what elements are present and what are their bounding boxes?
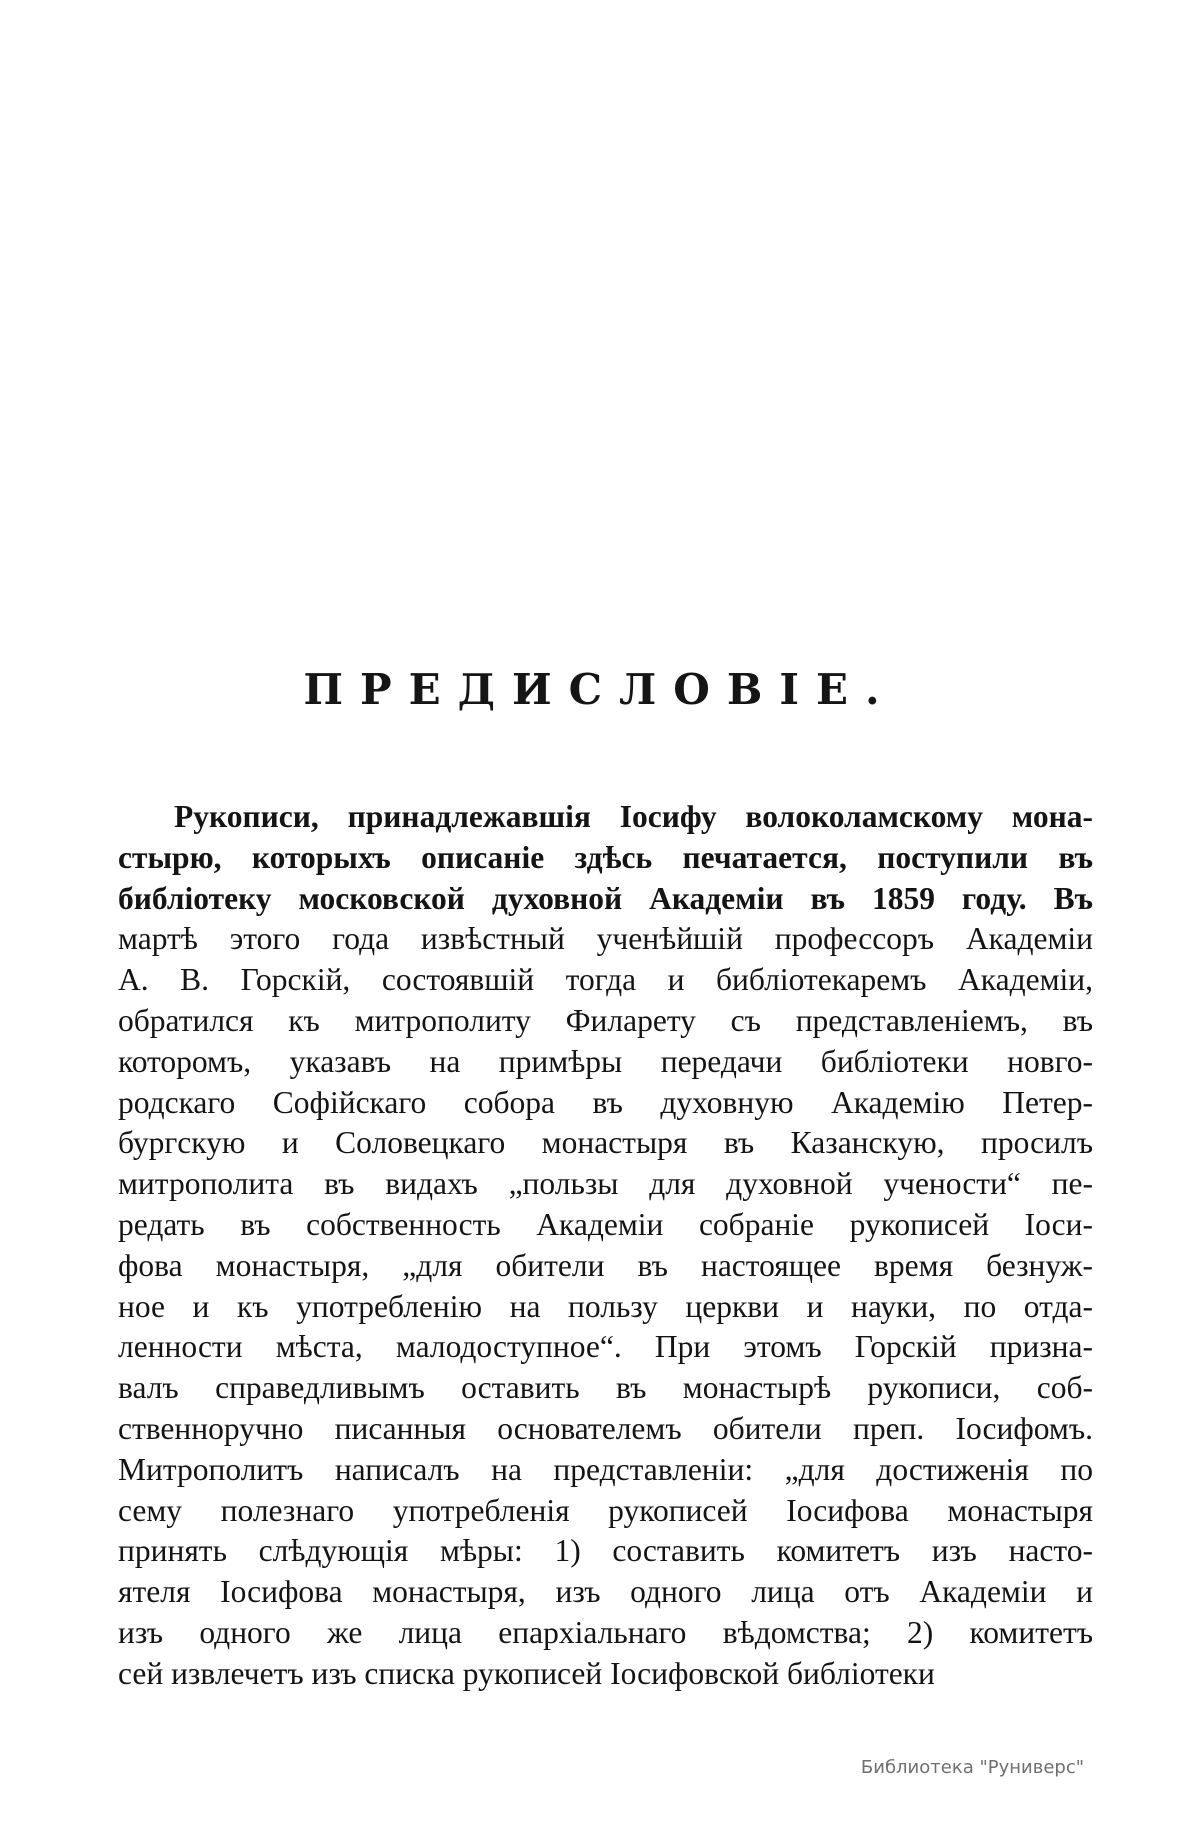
text-line: Митрополитъ написалъ на представленіи: „для достиженія по (118, 1451, 1093, 1487)
text-line: стырю, которыхъ описаніе здѣсь печатается, поступили въ (118, 839, 1093, 875)
text-line: редать въ собственность Академіи собраніе рукописей Іоси- (118, 1206, 1093, 1242)
text-line: ное и къ употребленію на пользу церкви и науки, по отда- (118, 1288, 1093, 1324)
text-line: фова монастыря, „для обители въ настоящее время безнуж- (118, 1247, 1093, 1283)
text-line: которомъ, указавъ на примѣры передачи библіотеки новго- (118, 1043, 1093, 1079)
body-text (118, 797, 1093, 1695)
text-line: библіотеку московской духовной Академіи въ 1859 году. Въ (118, 880, 1093, 916)
text-line: мартѣ этого года извѣстный ученѣйшій профессоръ Академіи (118, 921, 1093, 957)
text-line: изъ одного же лица епархіальнаго вѣдомства; 2) комитетъ (118, 1614, 1093, 1650)
text-line: принять слѣдующія мѣры: 1) составить комитетъ изъ насто- (118, 1533, 1093, 1569)
text-line: бургскую и Соловецкаго монастыря въ Казанскую, просилъ (118, 1125, 1093, 1161)
text-line: А. В. Горскій, состоявшій тогда и библіотекаремъ Академіи, (118, 962, 1093, 998)
text-line: ленности мѣста, малодоступное“. При этомъ Горскій призна- (118, 1329, 1093, 1365)
text-line: ятеля Іосифова монастыря, изъ одного лица отъ Академіи и (118, 1574, 1093, 1610)
text-line: ственноручно писанныя основателемъ обители преп. Іосифомъ. (118, 1410, 1093, 1446)
text-line: родскаго Софійскаго собора въ духовную Академію Петер- (118, 1084, 1093, 1120)
page-title: ПРЕДИСЛОВІЕ. (303, 665, 897, 714)
library-watermark: Библиотека "Руниверс" (860, 1757, 1084, 1778)
text-line: Рукописи, принадлежавшія Іосифу волоколамскому мона- (174, 799, 1093, 834)
text-line: сему полезнаго употребленія рукописей Іосифова монастыря (118, 1492, 1093, 1528)
text-line: митрополита въ видахъ „пользы для духовной учености“ пе- (118, 1166, 1093, 1202)
text-line: обратился къ митрополиту Филарету съ представленіемъ, въ (118, 1002, 1093, 1038)
text-line: валъ справедливымъ оставить въ монастырѣ рукописи, соб- (118, 1370, 1093, 1406)
text-line: сей извлечетъ изъ списка рукописей Іосифовской библіотеки (118, 1655, 935, 1691)
